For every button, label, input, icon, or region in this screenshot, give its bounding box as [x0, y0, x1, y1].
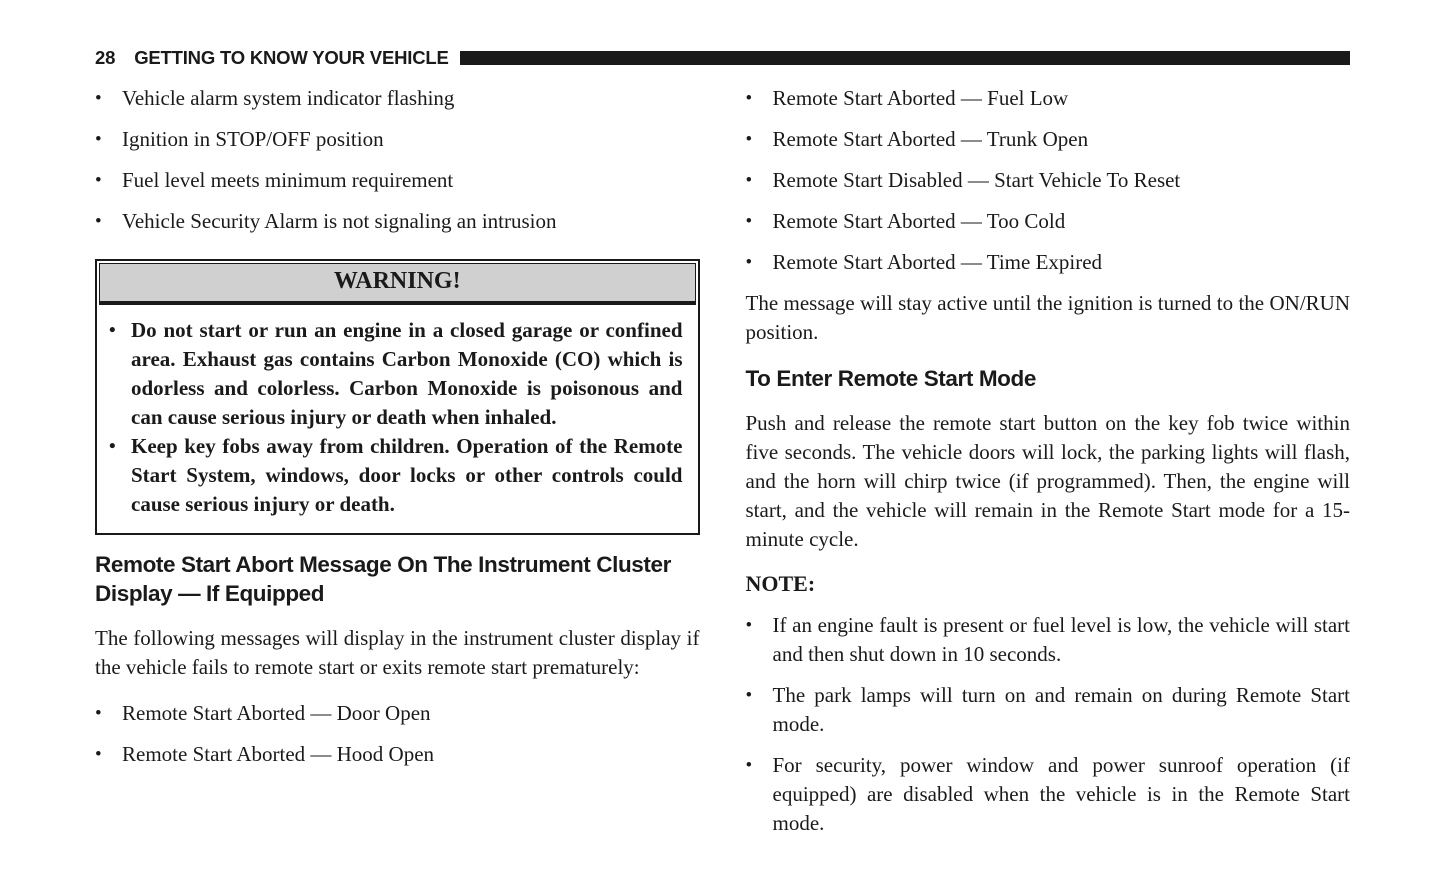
- warning-item: [109, 316, 683, 432]
- two-column-layout: [95, 84, 1350, 850]
- abort-message-item: [746, 248, 1351, 277]
- note-items-list: [746, 611, 1351, 838]
- bullet-icon: •: [745, 755, 753, 776]
- warning-box: [95, 259, 700, 535]
- section-heading-abort-message: Remote Start Abort Message On The Instrument Cluster Display — If Equipped: [95, 552, 671, 606]
- bullet-icon: •: [95, 129, 102, 150]
- note-item: [746, 611, 1351, 669]
- header-rule-bar: [460, 51, 1350, 65]
- abort-message-intro-paragraph: The following messages will display in the instrument cluster display if the vehicle fails to remote start or exits remote start prematurely:: [95, 626, 700, 679]
- list-item: [95, 125, 700, 154]
- abort-message-text: Remote Start Aborted — Time Expired: [772, 250, 1103, 274]
- list-item-text: Ignition in STOP/OFF position: [122, 127, 384, 151]
- abort-message-text: Remote Start Aborted — Hood Open: [122, 742, 435, 766]
- list-item: [95, 84, 700, 113]
- note-label: NOTE:: [745, 571, 816, 596]
- warning-item-text: Keep key fobs away from children. Operation of the Remote Start System, windows, door locks or other controls could cause serious injury or death.: [131, 434, 683, 516]
- abort-message-text: Remote Start Aborted — Too Cold: [772, 209, 1066, 233]
- left-column: [95, 84, 700, 850]
- bullet-icon: •: [745, 129, 753, 150]
- right-column: [746, 84, 1351, 850]
- bullet-icon: •: [95, 170, 102, 191]
- bullet-icon: •: [745, 170, 753, 191]
- warning-item-text: Do not start or run an engine in a closed garage or confined area. Exhaust gas contains Carbon Monoxide (CO) which is odorless and colorless. Carbon Monoxide is poisonous and can cause serious injury or death when inhaled.: [131, 318, 683, 429]
- bullet-icon: •: [109, 320, 116, 341]
- bullet-icon: •: [95, 88, 102, 109]
- page-number: 28: [95, 47, 116, 68]
- abort-message-text: Remote Start Aborted — Trunk Open: [772, 127, 1089, 151]
- abort-message-item: [746, 166, 1351, 195]
- abort-message-item: [95, 740, 700, 769]
- bullet-icon: •: [745, 685, 753, 706]
- list-item-text: Fuel level meets minimum requirement: [122, 168, 454, 192]
- chapter-title: GETTING TO KNOW YOUR VEHICLE: [134, 47, 449, 68]
- bullet-icon: •: [745, 615, 753, 636]
- list-item: [95, 166, 700, 195]
- enter-remote-start-paragraph: Push and release the remote start button on the key fob twice within five seconds. The vehicle doors will lock, the parking lights will flash, and the horn will chirp twice (if programmed). Then, the engine will start, and the vehicle will remain in the Remote Start mode for a 15-minute cycle.: [745, 411, 1350, 551]
- note-item: [746, 681, 1351, 739]
- abort-message-text: Remote Start Aborted — Door Open: [122, 701, 431, 725]
- list-item-text: Vehicle alarm system indicator flashing: [122, 86, 455, 110]
- bullet-icon: •: [95, 744, 102, 765]
- warning-title: WARNING!: [99, 263, 696, 305]
- bullet-icon: •: [745, 252, 753, 273]
- abort-message-item: [95, 699, 700, 728]
- list-item-text: Vehicle Security Alarm is not signaling an intrusion: [122, 209, 557, 233]
- page-header: [95, 47, 1350, 69]
- bullet-icon: •: [95, 211, 102, 232]
- note-item: [746, 751, 1351, 838]
- abort-message-item: [746, 207, 1351, 236]
- list-item: [95, 207, 700, 236]
- message-active-paragraph: The message will stay active until the ignition is turned to the ON/RUN position.: [745, 291, 1350, 344]
- note-item-text: If an engine fault is present or fuel level is low, the vehicle will start and then shut down in 10 seconds.: [772, 613, 1350, 666]
- abort-message-item: [746, 125, 1351, 154]
- warning-item: [109, 432, 683, 519]
- abort-messages-list-right: [746, 84, 1351, 277]
- note-item-text: For security, power window and power sunroof operation (if equipped) are disabled when the vehicle is in the Remote Start mode.: [772, 753, 1350, 835]
- bullet-icon: •: [95, 703, 102, 724]
- abort-message-text: Remote Start Disabled — Start Vehicle To Reset: [772, 168, 1181, 192]
- remote-start-conditions-list: [95, 84, 700, 236]
- abort-message-item: [746, 84, 1351, 113]
- warning-items-list: [97, 305, 698, 533]
- abort-message-text: Remote Start Aborted — Fuel Low: [772, 86, 1069, 110]
- abort-messages-list-left: [95, 699, 700, 769]
- bullet-icon: •: [745, 88, 753, 109]
- note-item-text: The park lamps will turn on and remain on during Remote Start mode.: [772, 683, 1350, 736]
- section-heading-enter-remote-start: To Enter Remote Start Mode: [745, 366, 1036, 391]
- bullet-icon: •: [109, 436, 116, 457]
- bullet-icon: •: [745, 211, 753, 232]
